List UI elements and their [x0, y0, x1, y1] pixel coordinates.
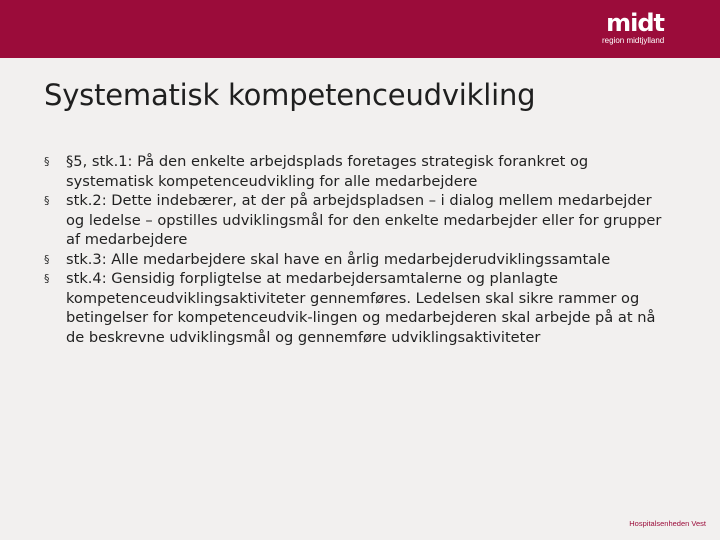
bullet-item	[44, 250, 664, 270]
bullet-list	[44, 152, 664, 347]
bullet-marker-icon: §	[44, 155, 50, 168]
slide-title: Systematisk kompetenceudvikling	[44, 78, 536, 112]
logo-subtitle: region midtjylland	[602, 36, 665, 45]
bullet-text: §5, stk.1: På den enkelte arbejdsplads foretages strategisk forankret og systematisk kompetenceudvikling for alle medarbejdere	[66, 153, 589, 190]
bullet-marker-icon: §	[44, 252, 50, 266]
region-midtjylland-logo	[602, 10, 664, 52]
bullet-item	[44, 269, 664, 347]
header-bar	[0, 0, 720, 58]
bullet-item	[44, 152, 664, 191]
bullet-text: stk.4: Gensidig forpligtelse at medarbejdersamtalerne og planlagte kompetenceudviklingsaktiviteter gennemføres. Ledelsen skal sikre rammer og betingelser for kompetenceudvik-lingen og medarbejderen skal arbejde på at nå de beskrevne udviklingsmål og gennemføre udviklingsaktiviteter	[66, 270, 656, 346]
bullet-item	[44, 191, 664, 250]
logo-word: midt	[606, 9, 664, 37]
bullet-text: stk.2: Dette indebærer, at der på arbejdspladsen – i dialog mellem medarbejder og ledelse – opstilles udviklingsmål for den enkelte medarbejder eller for grupper af medarbejdere	[66, 192, 662, 248]
footer-label: Hospitalsenheden Vest	[629, 519, 706, 528]
bullet-text: stk.3: Alle medarbejdere skal have en årlig medarbejderudviklingssamtale	[66, 250, 611, 268]
bullet-marker-icon: §	[44, 272, 50, 285]
bullet-marker-icon: §	[44, 194, 50, 207]
